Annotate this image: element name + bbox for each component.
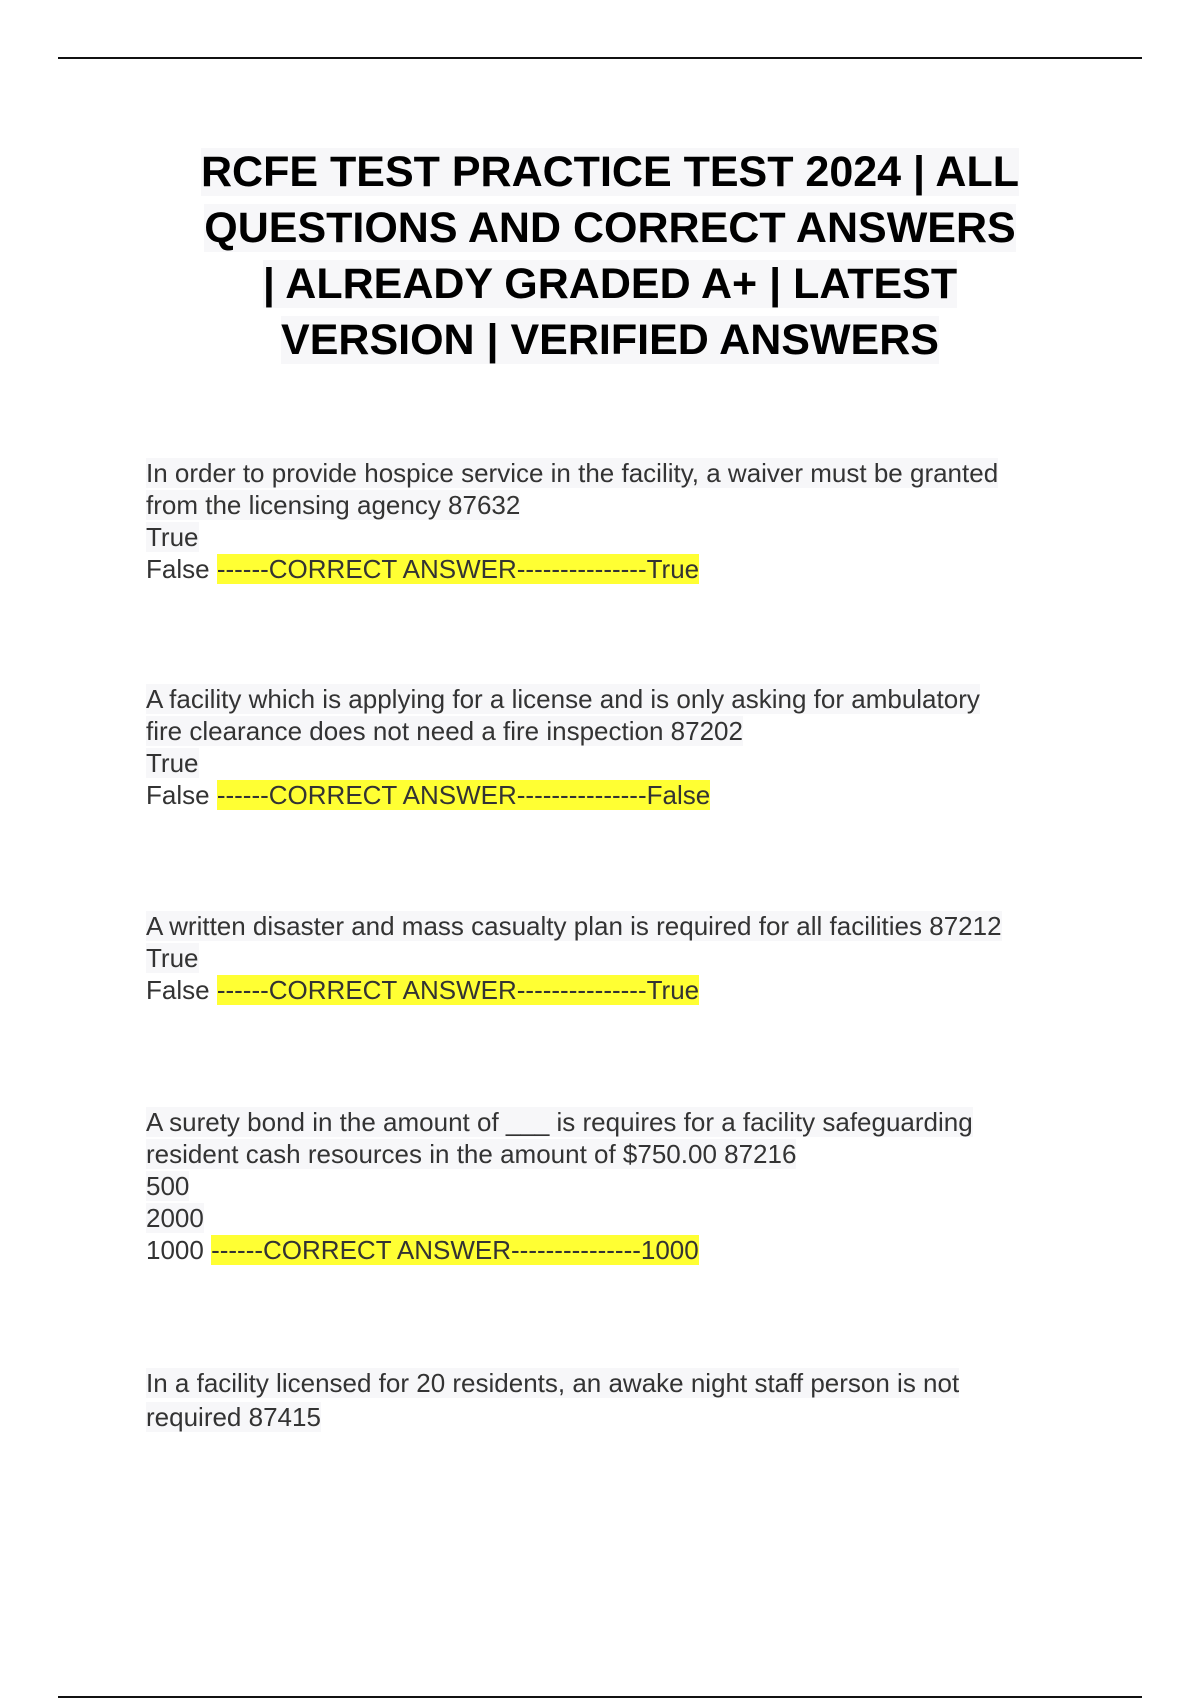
option-text: 1000	[146, 1235, 204, 1265]
title-line: RCFE TEST PRACTICE TEST 2024 | ALL	[201, 148, 1019, 196]
question-text-line: A facility which is applying for a license and is only asking for ambulatory	[146, 684, 980, 714]
answer-line	[146, 779, 1086, 811]
option-line: True	[146, 522, 199, 552]
answer-line	[146, 553, 1086, 585]
title-line: | ALREADY GRADED A+ | LATEST	[262, 260, 958, 308]
correct-answer-highlight: ------CORRECT ANSWER---------------True	[216, 554, 700, 584]
title-line: VERSION | VERIFIED ANSWERS	[281, 316, 939, 364]
question-text-line: A surety bond in the amount of ___ is requires for a facility safeguarding	[146, 1107, 973, 1137]
question-4	[146, 1106, 1086, 1266]
option-text: False	[146, 554, 210, 584]
question-text-line: In order to provide hospice service in the facility, a waiver must be granted	[146, 458, 999, 488]
question-text-line: fire clearance does not need a fire inspection 87202	[146, 716, 743, 746]
correct-answer-highlight: ------CORRECT ANSWER---------------1000	[211, 1235, 699, 1265]
question-2	[146, 683, 1086, 811]
question-5	[146, 1366, 1086, 1434]
question-text-line: from the licensing agency 87632	[146, 490, 521, 520]
correct-answer-highlight: ------CORRECT ANSWER---------------True	[216, 975, 700, 1005]
option-line: 2000	[146, 1203, 204, 1233]
option-text: False	[146, 975, 210, 1005]
question-text-line: required 87415	[146, 1402, 321, 1432]
question-text-line: resident cash resources in the amount of $750.00 87216	[146, 1139, 797, 1169]
option-line: 500	[146, 1171, 190, 1201]
question-3	[146, 910, 1086, 1006]
question-1	[146, 457, 1086, 585]
answer-line	[146, 974, 1086, 1006]
title-line: QUESTIONS AND CORRECT ANSWERS	[204, 204, 1016, 252]
correct-answer-highlight: ------CORRECT ANSWER---------------False	[216, 780, 711, 810]
question-text-line: A written disaster and mass casualty plan is required for all facilities 87212	[146, 911, 1002, 941]
answer-line	[146, 1234, 1086, 1266]
document-title	[140, 144, 1080, 368]
option-text: False	[146, 780, 210, 810]
bottom-rule	[58, 1696, 1142, 1698]
option-line: True	[146, 748, 199, 778]
top-rule	[58, 57, 1142, 59]
option-line: True	[146, 943, 199, 973]
question-text-line: In a facility licensed for 20 residents, an awake night staff person is not	[146, 1368, 960, 1398]
